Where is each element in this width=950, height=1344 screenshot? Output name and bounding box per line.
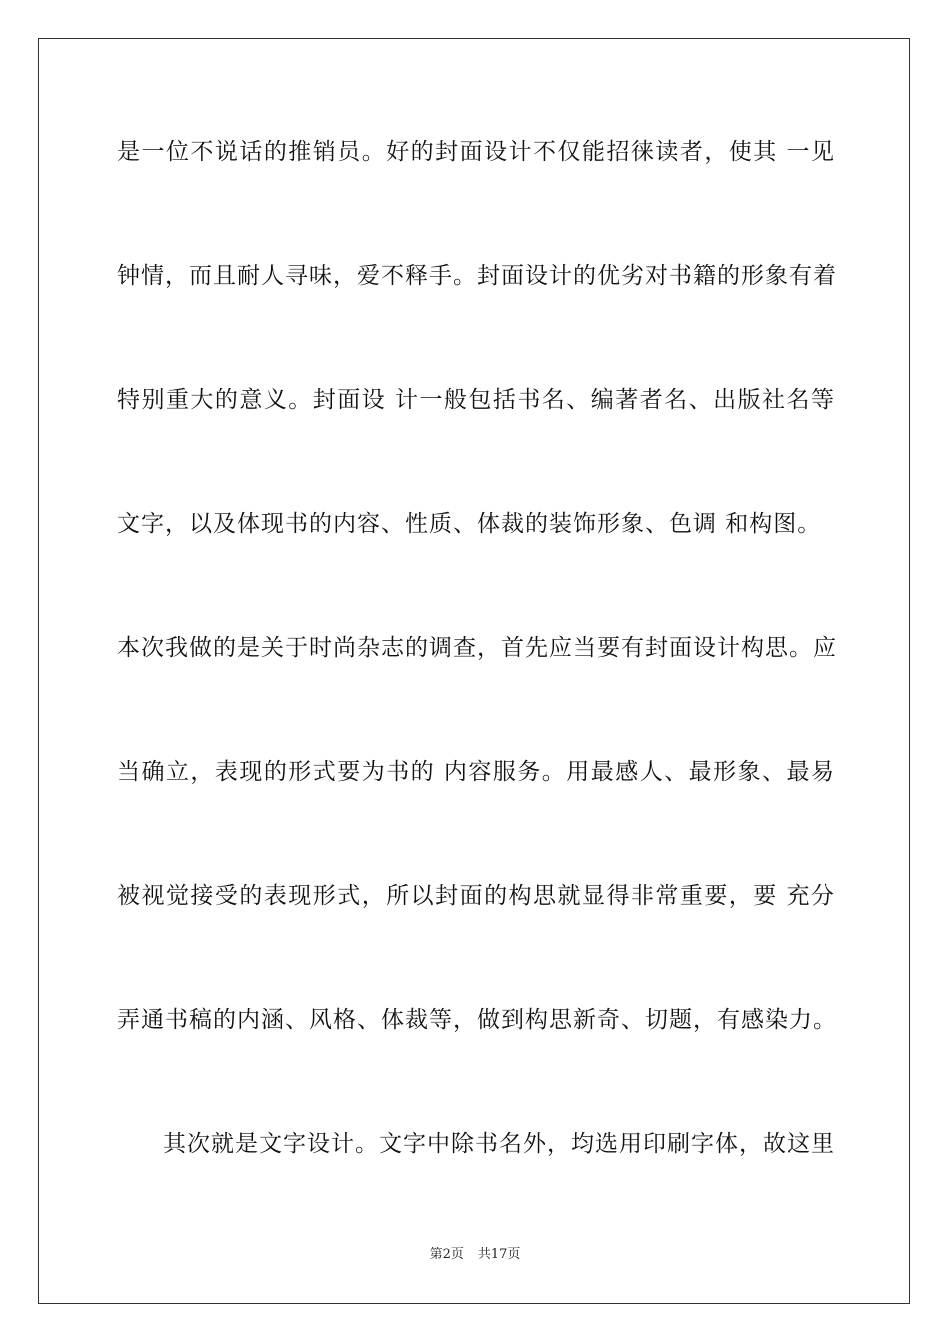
body-text-line: 文字，以及体现书的内容、性质、体裁的装饰形象、色调 和构图。 xyxy=(117,511,822,537)
body-text-line: 被视觉接受的表现形式，所以封面的构思就显得非常重要，要 充分 xyxy=(117,883,835,909)
page-footer xyxy=(0,1246,950,1264)
body-text-line: 弄通书稿的内涵、风格、体裁等，做到构思新奇、切题，有感染力。 xyxy=(117,1007,837,1033)
page-number: 第2页 xyxy=(429,1247,464,1262)
body-text-line: 钟情，而且耐人寻味，爱不释手。封面设计的优劣对书籍的形象有着 xyxy=(117,263,837,289)
body-text-line: 当确立，表现的形式要为书的 内容服务。用最感人、最形象、最易 xyxy=(117,759,835,785)
paragraph-first-line: 其次就是文字设计。文字中除书名外，均选用印刷字体，故这里 xyxy=(163,1131,835,1157)
body-text-line: 本次我做的是关于时尚杂志的调查，首先应当要有封面设计构思。应 xyxy=(117,635,837,661)
body-text-line: 特别重大的意义。封面设 计一般包括书名、编著者名、出版社名等 xyxy=(117,387,835,413)
body-text-line: 是一位不说话的推销员。好的封面设计不仅能招徕读者，使其 一见 xyxy=(117,139,835,165)
page-total: 共17页 xyxy=(477,1247,521,1262)
page-border xyxy=(38,38,910,1304)
